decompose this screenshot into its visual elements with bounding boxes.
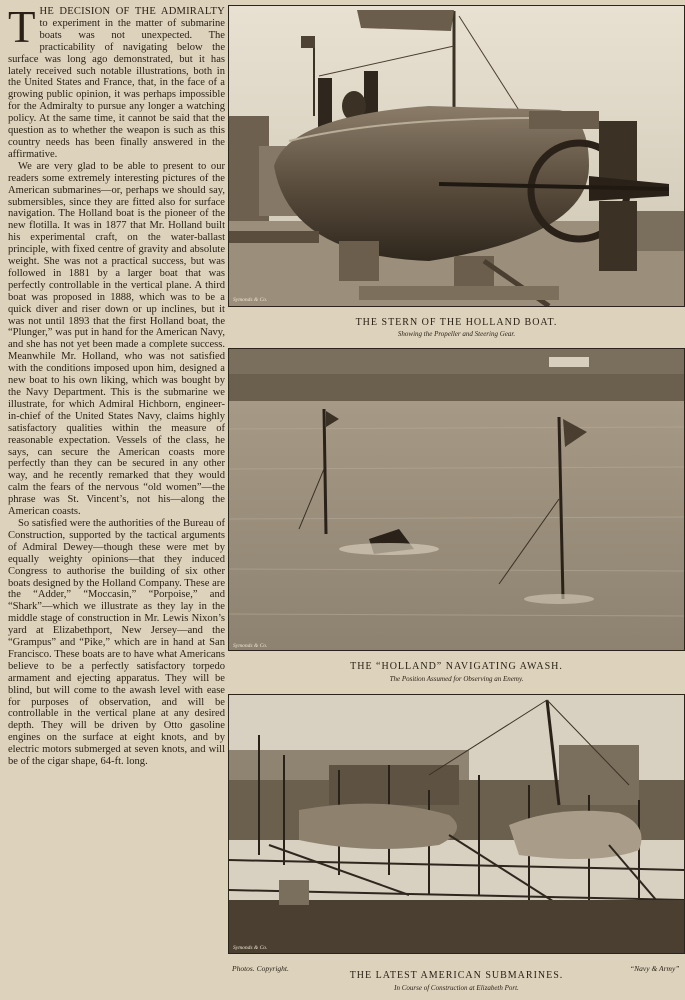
drop-cap: T bbox=[8, 2, 36, 52]
source-credit: “Navy & Army” bbox=[630, 964, 680, 973]
opening-words: HE DECISION OF THE ADMIRALTY bbox=[39, 6, 225, 17]
article-paragraph-2: We are very glad to be able to present to our readers some extremely interesting pictures of the American submarines—or, perhaps we should say, submersibles, since they are fitted also for surface navigation. The Holland boat is the pioneer of the new flotilla. It was in 1877 that Mr. Holland built his experimental craft, on the water-ballast principle, with fixed centre of gravity and absolute weight. She was not a practical success, but was followed in 1881 by a larger boat that was perfectly controllable in the vertical plane. A third boat was proposed in 1888, which was to be a quick diver and riser down or up inclines, but it was not until 1893 that the first Holland boat, the “Plunger,” was put in hand for the American Navy, and she has not yet been made a complete success. Meanwhile Mr. Holland, who was not satisfied with the conditions imposed upon him, designed a new boat to his own liking, which was bought by the Navy Department. This is the submarine we illustrate, for which Admiral Hichborn, engineer-in-chief of the United States Navy, claims highly satisfactory qualities within the measure of reasonable expectation. Vessels of the class, he says, can secure the American coasts more perfectly than they can be secured in any other way, and he recently remarked that they would calm the fears of the nervous “old women”—the phrase was St. Vincent’s, not his—along the American coasts. bbox=[8, 160, 225, 518]
caption-subtitle-1: Showing the Propeller and Steering Gear. bbox=[397, 330, 516, 338]
photo-signature: Symonds & Co. bbox=[233, 945, 268, 951]
caption-subtitle-3: In Course of Construction at Elizabeth Port. bbox=[394, 984, 519, 992]
paragraph-1-text: to experiment in the matter of submarine boats was not unexpected. The practicability of navigating below the surface was long ago demonstrated, but it has lately received such notable illustrations, both in the United States and France, that, in the face of a growing public opinion, it was perhaps impossible for the Admiralty to pursue any longer a watching policy. At the same time, it cannot be said that the question as to whether the weapon is such as this country needs has been finally answered in the affirmative. bbox=[8, 17, 225, 160]
photo-submarines-construction bbox=[228, 694, 685, 954]
photo-signature: Symonds & Co. bbox=[233, 643, 268, 649]
article-paragraph-3: So satisfied were the authorities of the Bureau of Construction, supported by the tactical arguments of Admiral Dewey—though these were met by equally weighty opinions—that they induced Congress to authorise the building of six other boats designed by the Holland Company. These are the “Adder,” “Moccasin,” “Porpoise,” and “Shark”—which we illustrate as they lay in the middle stage of construction in Mr. Lewis Nixon’s yard at Elizabethport, New Jersey—and the “Grampus” and “Pike,” which are in hand at San Francisco. These boats are to have what Americans believe to be a perfectly satisfactory torpedo armament and ejecting apparatus. They will be blind, but will come to the awash level with ease for purposes of observation, and will be controllable in the vertical plane at any desired depth. They will be driven by Otto gasoline engines on the surface at eight knots, and by electric motors submerged at seven knots, and will be of the cigar shape, 64-ft. long. bbox=[8, 517, 225, 768]
photo-submarines-construction-image bbox=[229, 695, 685, 954]
article-body bbox=[8, 2, 225, 996]
caption-title-3: THE LATEST AMERICAN SUBMARINES. bbox=[349, 970, 564, 981]
caption-title-1: THE STERN OF THE HOLLAND BOAT. bbox=[355, 317, 558, 328]
photo-holland-stern-image bbox=[229, 6, 685, 307]
photo-holland-awash bbox=[228, 348, 685, 651]
photo-signature: Symonds & Co. bbox=[233, 297, 268, 303]
article-paragraph-1 bbox=[8, 2, 225, 161]
photo-holland-stern bbox=[228, 5, 685, 307]
caption-subtitle-2: The Position Assumed for Observing an Enemy. bbox=[389, 675, 524, 683]
photo-copyright-credit: Photos. Copyright. bbox=[232, 964, 289, 973]
photo-holland-awash-image bbox=[229, 349, 685, 651]
caption-title-2: THE “HOLLAND” NAVIGATING AWASH. bbox=[350, 661, 563, 672]
